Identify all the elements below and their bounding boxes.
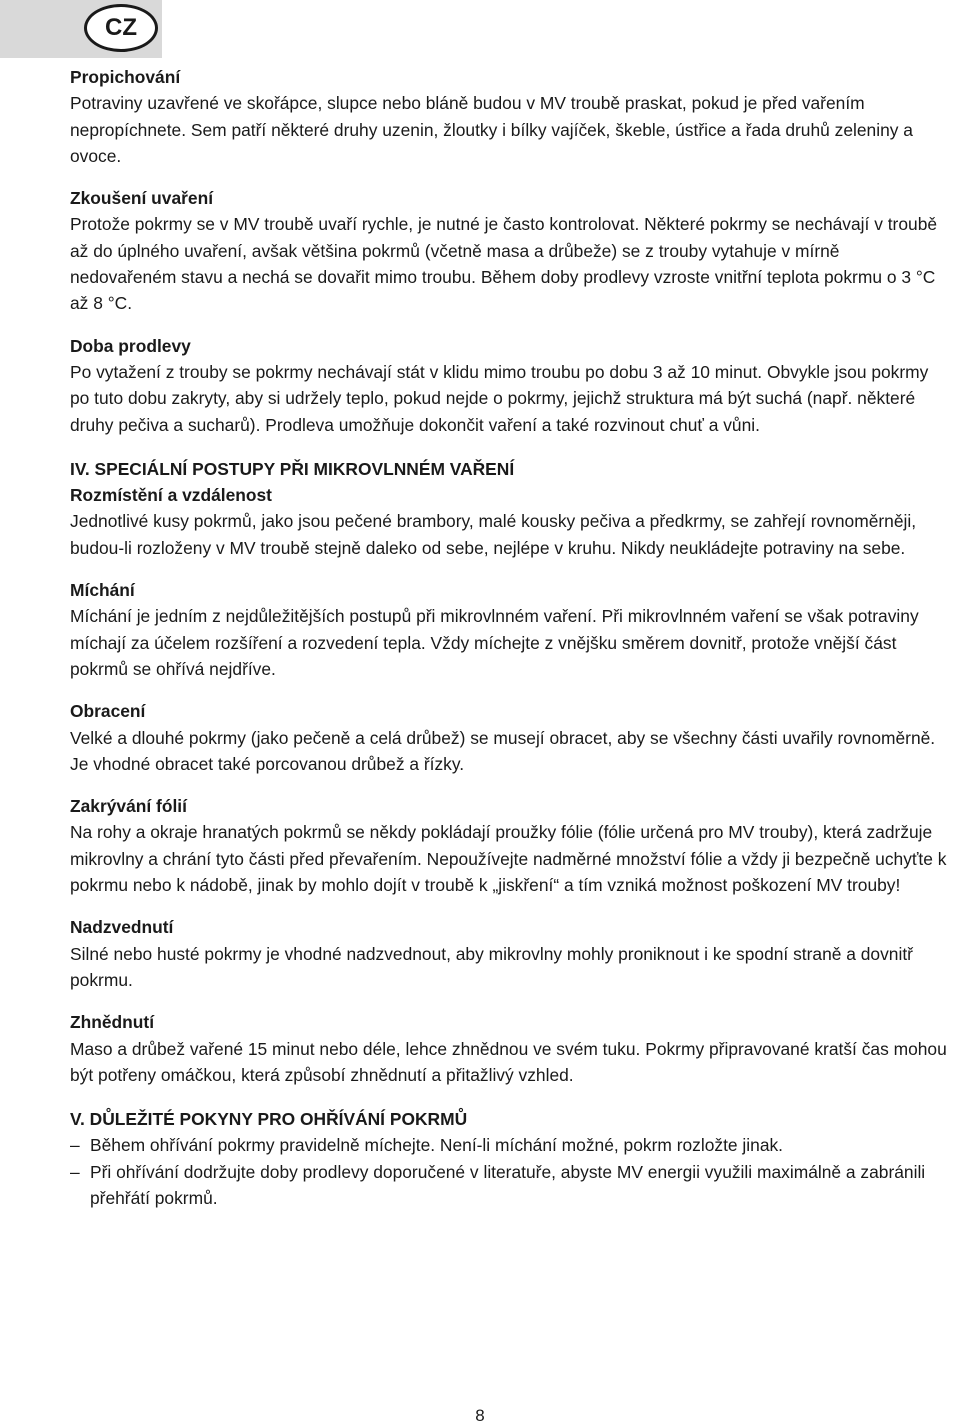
section-text-michani: Míchání je jedním z nejdůležitějších postupů při mikrovlnném vaření. Při mikrovlnném vaření se však potraviny míchají za účelem rozšíření a rozvedení tepla. Vždy míchejte z vnějšku směrem dovnitř, protože vnější část pokrmů se ohřívá nejdříve. [70, 606, 919, 679]
section-text-zhnednuti: Maso a drůbež vařené 15 minut nebo déle, lehce zhnědnou ve svém tuku. Pokrmy připravované kratší čas mohou být potřeny omáčkou, která způsobí zhnědnutí a přitažlivý vzhled. [70, 1038, 947, 1085]
dash-bullet: – [70, 1135, 80, 1156]
section-heading-zhnednuti: Zhnědnutí [70, 1012, 155, 1033]
section-text-rozmisteni: Jednotlivé kusy pokrmů, jako jsou pečené brambory, malé kousky pečiva a předkrmy, se zahřejí rovnoměrněji, budou-li rozloženy v MV troubě stejně daleko od sebe, nejlépe v kruhu. Nikdy neukládejte potraviny na sebe. [70, 511, 917, 558]
section-heading-zkouseni-uvareni: Zkoušení uvaření [70, 188, 214, 209]
section-text-zkouseni-uvareni: Protože pokrmy se v MV troubě uvaří rychle, je nutné je často kontrolovat. Některé pokrmy se nechávají v troubě až do úplného uvaření, avšak většina pokrmů (včetně masa a drůbeže) se z trouby vytahuje v mírně nedovařeném stavu a nechá se dovařit mimo troubu. Během doby prodlevy vzroste vnitřní teplota pokrmu o 3 °C až 8 °C. [70, 214, 938, 314]
section-heading-nadzvednuti: Nadzvednutí [70, 917, 174, 938]
section-heading-obraceni: Obracení [70, 701, 146, 722]
list-item-text: Během ohřívání pokrmy pravidelně míchejte. Není-li míchání možné, pokrm rozložte jinak. [90, 1135, 784, 1156]
section-heading-michani: Míchání [70, 580, 135, 601]
section-heading-propichovani: Propichování [70, 67, 181, 87]
language-badge: CZ [84, 4, 158, 52]
section-heading-doba-prodlevy: Doba prodlevy [70, 335, 191, 356]
page-number: 8 [475, 1406, 485, 1425]
list-item [70, 1159, 950, 1212]
section-heading-zakryvani-folii: Zakrývání fólií [70, 796, 187, 817]
section-heading-rozmisteni: Rozmístění a vzdálenost [70, 485, 272, 506]
chapter-heading-iv: IV. SPECIÁLNÍ POSTUPY PŘI MIKROVLNNÉM VAŘENÍ [70, 458, 515, 479]
section-text-obraceni: Velké a dlouhé pokrmy (jako pečeně a celá drůbež) se musejí obracet, aby se všechny části uvařily rovnoměrně. Je vhodné obracet také porcovanou drůbež a řízky. [70, 727, 936, 774]
dash-bullet: – [70, 1161, 80, 1182]
list-item-text: Při ohřívání dodržujte doby prodlevy doporučené v literatuře, abyste MV energii využili maximálně a zabránili přehřátí pokrmů. [90, 1161, 926, 1208]
section-text-doba-prodlevy: Po vytažení z trouby se pokrmy nechávají stát v klidu mimo troubu po dobu 3 až 10 minut. Obvykle jsou pokrmy po tuto dobu zakryty, aby si udržely teplo, pokud nejde o pokrmy, jejichž struktura má být suchá (např. některé druhy pečiva a sucharů). Prodleva umožňuje dokončit vaření a také rozvinout chuť a vůni. [70, 361, 929, 435]
section-text-nadzvednuti: Silné nebo husté pokrmy je vhodné nadzvednout, aby mikrovlny mohly proniknout i ke spodní straně a dovnitř pokrmu. [70, 943, 913, 990]
page-content [70, 64, 950, 1211]
language-tab [0, 0, 162, 58]
chapter-heading-v: V. DŮLEŽITÉ POKYNY PRO OHŘÍVÁNÍ POKRMŮ [70, 1109, 468, 1130]
section-text-propichovani: Potraviny uzavřené ve skořápce, slupce nebo bláně budou v MV troubě praskat, pokud je před vařením nepropíchnete. Sem patří některé druhy uzenin, žloutky i bílky vajíček, škeble, ústřice a řada druhů zeleniny a ovoce. [70, 93, 913, 166]
section-text-zakryvani-folii: Na rohy a okraje hranatých pokrmů se někdy pokládají proužky fólie (fólie určená pro MV trouby), která zadržuje mikrovlny a chrání tyto části před převařením. Nepoužívejte nadměrné množství fólie a vždy ji bezpečně uchyťte k pokrmu nebo k nádobě, jinak by mohlo dojít v troubě k „jiskření“ a tím vzniká možnost poškození MV trouby! [70, 822, 947, 896]
list-item [70, 1132, 950, 1158]
